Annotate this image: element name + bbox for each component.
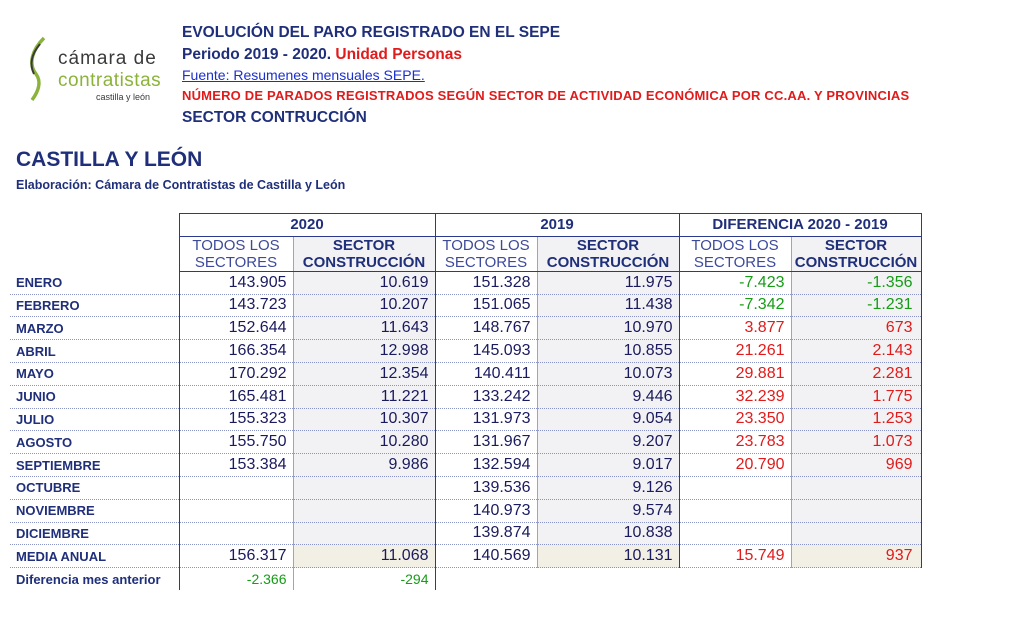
cell-diff-all: 20.790: [679, 454, 791, 477]
month-label: SEPTIEMBRE: [10, 454, 179, 477]
elaboration-note: Elaboración: Cámara de Contratistas de Castilla y León: [16, 178, 346, 192]
cell-con-2020: 12.354: [293, 362, 435, 385]
cell-all-2019: 151.065: [435, 294, 537, 317]
cell-all-2019: 145.093: [435, 340, 537, 363]
cell-diff-all: [679, 499, 791, 522]
sub-header-con-diff: SECTOR CONSTRUCCIÓN: [791, 236, 921, 271]
annual-average-row: [10, 545, 921, 568]
cell-all-2020: 143.723: [179, 294, 293, 317]
sub-header-row: [10, 236, 921, 271]
table-row: [10, 431, 921, 454]
prev-diff-label: Diferencia mes anterior: [16, 571, 161, 587]
cell-diff-all: 15.749: [679, 545, 791, 568]
company-logo: [22, 34, 172, 104]
cell-diff-con: 937: [791, 545, 921, 568]
cell-diff-con: [791, 499, 921, 522]
cell-con-2019: 10.970: [537, 317, 679, 340]
cell-diff-con: 969: [791, 454, 921, 477]
cell-con-2020: 11.643: [293, 317, 435, 340]
logo-text-camara: cámara de: [58, 48, 157, 69]
cell-con-2019: 9.126: [537, 476, 679, 499]
table-row: [10, 454, 921, 477]
cell-all-2020: 170.292: [179, 362, 293, 385]
empty-cell: [435, 568, 921, 590]
cell-con-2019: 9.446: [537, 385, 679, 408]
group-header-diff: DIFERENCIA 2020 - 2019: [679, 214, 921, 237]
cell-diff-all: 29.881: [679, 362, 791, 385]
cell-all-2019: 148.767: [435, 317, 537, 340]
cell-diff-all: [679, 476, 791, 499]
cell-con-2019: 9.207: [537, 431, 679, 454]
cell-all-2020: 165.481: [179, 385, 293, 408]
table-row: [10, 408, 921, 431]
cell-all-2020: [179, 522, 293, 545]
month-label: MAYO: [10, 362, 179, 385]
cell-con-2020: 12.998: [293, 340, 435, 363]
cell-con-2019: 9.017: [537, 454, 679, 477]
cell-con-2020: 9.986: [293, 454, 435, 477]
report-subtitle: NÚMERO DE PARADOS REGISTRADOS SEGÚN SECTOR DE ACTIVIDAD ECONÓMICA POR CC.AA. Y PROVINCIAS: [182, 88, 910, 103]
cell-diff-con: -1.356: [791, 271, 921, 294]
month-label: NOVIEMBRE: [10, 499, 179, 522]
cell-con-2019: 10.855: [537, 340, 679, 363]
table-row: [10, 476, 921, 499]
month-label: JULIO: [10, 408, 179, 431]
cell-con-2019: 9.574: [537, 499, 679, 522]
sub-header-con-2019: SECTOR CONSTRUCCIÓN: [537, 236, 679, 271]
cell-con-2019: 10.131: [537, 545, 679, 568]
month-label: MEDIA ANUAL: [10, 545, 179, 568]
cell-all-2019: 133.242: [435, 385, 537, 408]
cell-diff-all: 3.877: [679, 317, 791, 340]
month-label: DICIEMBRE: [10, 522, 179, 545]
cell-diff-con: -1.231: [791, 294, 921, 317]
cell-all-2020: 156.317: [179, 545, 293, 568]
cell-all-2020: 153.384: [179, 454, 293, 477]
cell-all-2019: 139.874: [435, 522, 537, 545]
sub-header-all-2020: TODOS LOS SECTORES: [179, 236, 293, 271]
month-label: MARZO: [10, 317, 179, 340]
cell-all-2019: 131.967: [435, 431, 537, 454]
cell-diff-all: 21.261: [679, 340, 791, 363]
cell-diff-con: 1.775: [791, 385, 921, 408]
month-label: ENERO: [10, 271, 179, 294]
cell-diff-con: [791, 522, 921, 545]
sub-header-all-diff: TODOS LOS SECTORES: [679, 236, 791, 271]
cell-con-2020: 10.307: [293, 408, 435, 431]
report-header: [182, 22, 909, 129]
group-header-2020: 2020: [179, 214, 435, 237]
month-label: JUNIO: [10, 385, 179, 408]
cell-con-2020: [293, 522, 435, 545]
unit-text: Unidad Personas: [335, 46, 462, 63]
cell-con-2019: 11.975: [537, 271, 679, 294]
cell-all-2020: 155.323: [179, 408, 293, 431]
unemployment-table: [10, 213, 922, 590]
cell-con-2019: 9.054: [537, 408, 679, 431]
prev-diff-all-2020: -2.366: [179, 568, 293, 590]
cell-diff-con: 1.253: [791, 408, 921, 431]
sector-title: SECTOR CONTRUCCIÓN: [182, 109, 367, 126]
cell-diff-all: 23.783: [679, 431, 791, 454]
group-header-row: [10, 214, 921, 237]
cell-con-2019: 10.073: [537, 362, 679, 385]
cell-all-2020: 152.644: [179, 317, 293, 340]
table-row: [10, 362, 921, 385]
cell-con-2019: 11.438: [537, 294, 679, 317]
cell-con-2019: 10.838: [537, 522, 679, 545]
table-row: [10, 385, 921, 408]
cell-all-2019: 140.411: [435, 362, 537, 385]
table-row: [10, 271, 921, 294]
cell-all-2020: 166.354: [179, 340, 293, 363]
table-row: [10, 317, 921, 340]
prev-month-diff-row: [10, 568, 921, 590]
cell-con-2020: 10.280: [293, 431, 435, 454]
cell-all-2019: 132.594: [435, 454, 537, 477]
cell-con-2020: 11.068: [293, 545, 435, 568]
cell-all-2019: 140.569: [435, 545, 537, 568]
logo-text-contratistas: contratistas: [58, 70, 162, 91]
cell-con-2020: 11.221: [293, 385, 435, 408]
cell-diff-all: -7.423: [679, 271, 791, 294]
prev-diff-con-2020: -294: [293, 568, 435, 590]
period-text: Periodo 2019 - 2020.: [182, 46, 332, 63]
cell-all-2020: [179, 499, 293, 522]
cell-diff-con: 673: [791, 317, 921, 340]
table-row: [10, 340, 921, 363]
month-label: FEBRERO: [10, 294, 179, 317]
cell-con-2020: 10.207: [293, 294, 435, 317]
cell-con-2020: [293, 476, 435, 499]
logo-text-region: castilla y león: [96, 92, 151, 102]
cell-con-2020: 10.619: [293, 271, 435, 294]
month-label: AGOSTO: [10, 431, 179, 454]
cell-all-2019: 139.536: [435, 476, 537, 499]
cell-all-2019: 140.973: [435, 499, 537, 522]
cell-diff-all: [679, 522, 791, 545]
table-row: [10, 499, 921, 522]
report-title: EVOLUCIÓN DEL PARO REGISTRADO EN EL SEPE: [182, 24, 561, 41]
report-period: [182, 44, 909, 66]
cell-all-2020: [179, 476, 293, 499]
cell-all-2019: 131.973: [435, 408, 537, 431]
sub-header-all-2019: TODOS LOS SECTORES: [435, 236, 537, 271]
source-link[interactable]: Fuente: Resumenes mensuales SEPE.: [182, 67, 425, 83]
cell-con-2020: [293, 499, 435, 522]
cell-diff-all: 23.350: [679, 408, 791, 431]
month-label: ABRIL: [10, 340, 179, 363]
cell-diff-con: 2.281: [791, 362, 921, 385]
table-row: [10, 522, 921, 545]
cell-all-2020: 143.905: [179, 271, 293, 294]
cell-diff-con: 1.073: [791, 431, 921, 454]
cell-all-2019: 151.328: [435, 271, 537, 294]
month-label: OCTUBRE: [10, 476, 179, 499]
cell-diff-all: -7.342: [679, 294, 791, 317]
region-title: CASTILLA Y LEÓN: [16, 148, 203, 171]
logo-mark-icon: [22, 34, 52, 102]
cell-diff-con: [791, 476, 921, 499]
table-row: [10, 294, 921, 317]
cell-diff-con: 2.143: [791, 340, 921, 363]
sub-header-con-2020: SECTOR CONSTRUCCIÓN: [293, 236, 435, 271]
cell-diff-all: 32.239: [679, 385, 791, 408]
group-header-2019: 2019: [435, 214, 679, 237]
cell-all-2020: 155.750: [179, 431, 293, 454]
